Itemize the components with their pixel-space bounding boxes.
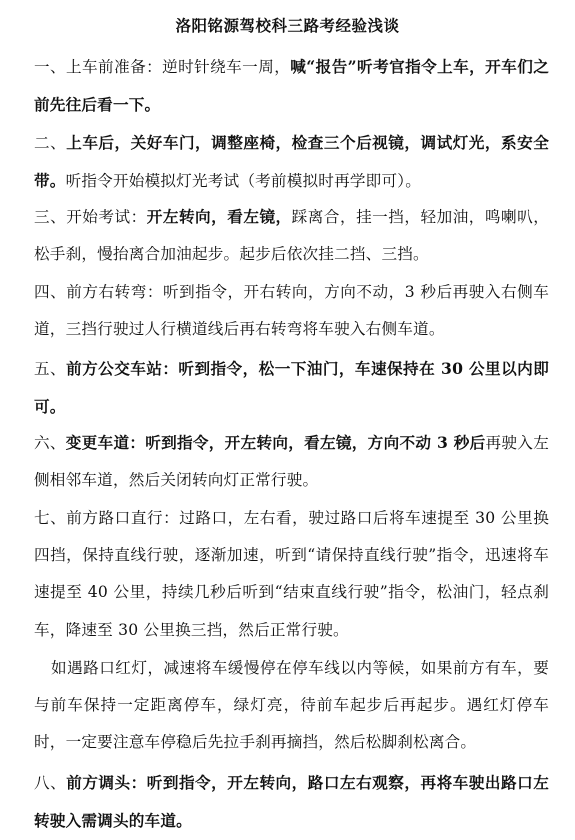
section-1-text: 一、上车前准备：逆时针绕车一周， (34, 58, 291, 76)
section-8-bold-text: 前方调头：听到指令，开左转向，路口左右观察，再将车驶出路口左转驶入需调头的车道。 (34, 773, 549, 831)
section-1-paragraph (34, 48, 549, 124)
section-2-text-tail: 听指令开始模拟灯光考试（考前模拟时再学即可）。 (65, 172, 422, 191)
section-1-bold-text: 喊“报告”听考官指令上车，开车们之前先往后看一下。 (34, 57, 550, 115)
section-7-paragraph (34, 500, 549, 649)
section-3-bold-text: 开左转向，看左镜， (146, 207, 292, 226)
section-6-text: 六、 (34, 434, 66, 452)
section-8-paragraph (34, 764, 549, 840)
section-8-text: 八、 (34, 774, 67, 792)
section-3-paragraph (34, 198, 549, 273)
section-3-text-tail: 踩离合，挂一挡，轻加油，鸣喇叭，松手刹，慢抬离合加油起步。起步后依次挂二挡、三挡。 (34, 208, 550, 264)
section-6-paragraph (34, 424, 549, 499)
document-title: 洛阳铭源驾校科三路考经验浅谈 (175, 16, 400, 35)
red-light-text: 如遇路口红灯，减速将车缓慢停在停车线以内等候，如果前方有车，要与前车保持一定距离停车，绿灯亮，待前车起步后再起步。遇红灯停车时，一定要注意车停稳后先拉手刹再摘挡，然后松脚刹松离合。 (34, 659, 549, 752)
section-2-bold-text: 上车后，关好车门，调整座椅，检查三个后视镜，调试灯光，系安全带。 (34, 133, 549, 191)
section-2-paragraph (34, 124, 549, 200)
section-4-paragraph (34, 274, 549, 348)
section-7-text: 七、前方路口直行：过路口，左右看，驶过路口后将车速提至 30 公里换四挡，保持直线行驶，逐渐加速，听到“请保持直线行驶”指令，迅速将车速提至 40 公里，持续几秒后听到“结束直线行驶”指令，松油门，轻点刹车，降速至 30 公里换三挡，然后正常行驶。 (34, 509, 549, 639)
section-5-paragraph (34, 350, 549, 426)
section-3-text: 三、开始考试： (34, 208, 147, 226)
section-5-text: 五、 (34, 360, 67, 378)
red-light-paragraph (34, 650, 549, 762)
section-4-text: 四、前方右转弯：听到指令，开右转向，方向不动，3 秒后再驶入右侧车道，三挡行驶过人行横道线后再右转弯将车驶入右侧车道。 (34, 283, 549, 339)
section-5-bold-text: 前方公交车站：听到指令，松一下油门，车速保持在 30 公里以内即可。 (34, 359, 549, 417)
section-6-text-tail: 再驶入左侧相邻车道，然后关闭转向灯正常行驶。 (34, 434, 549, 490)
section-6-bold-text: 变更车道：听到指令，开左转向，看左镜，方向不动 3 秒后 (65, 433, 486, 452)
section-2-text: 二、 (34, 134, 67, 152)
